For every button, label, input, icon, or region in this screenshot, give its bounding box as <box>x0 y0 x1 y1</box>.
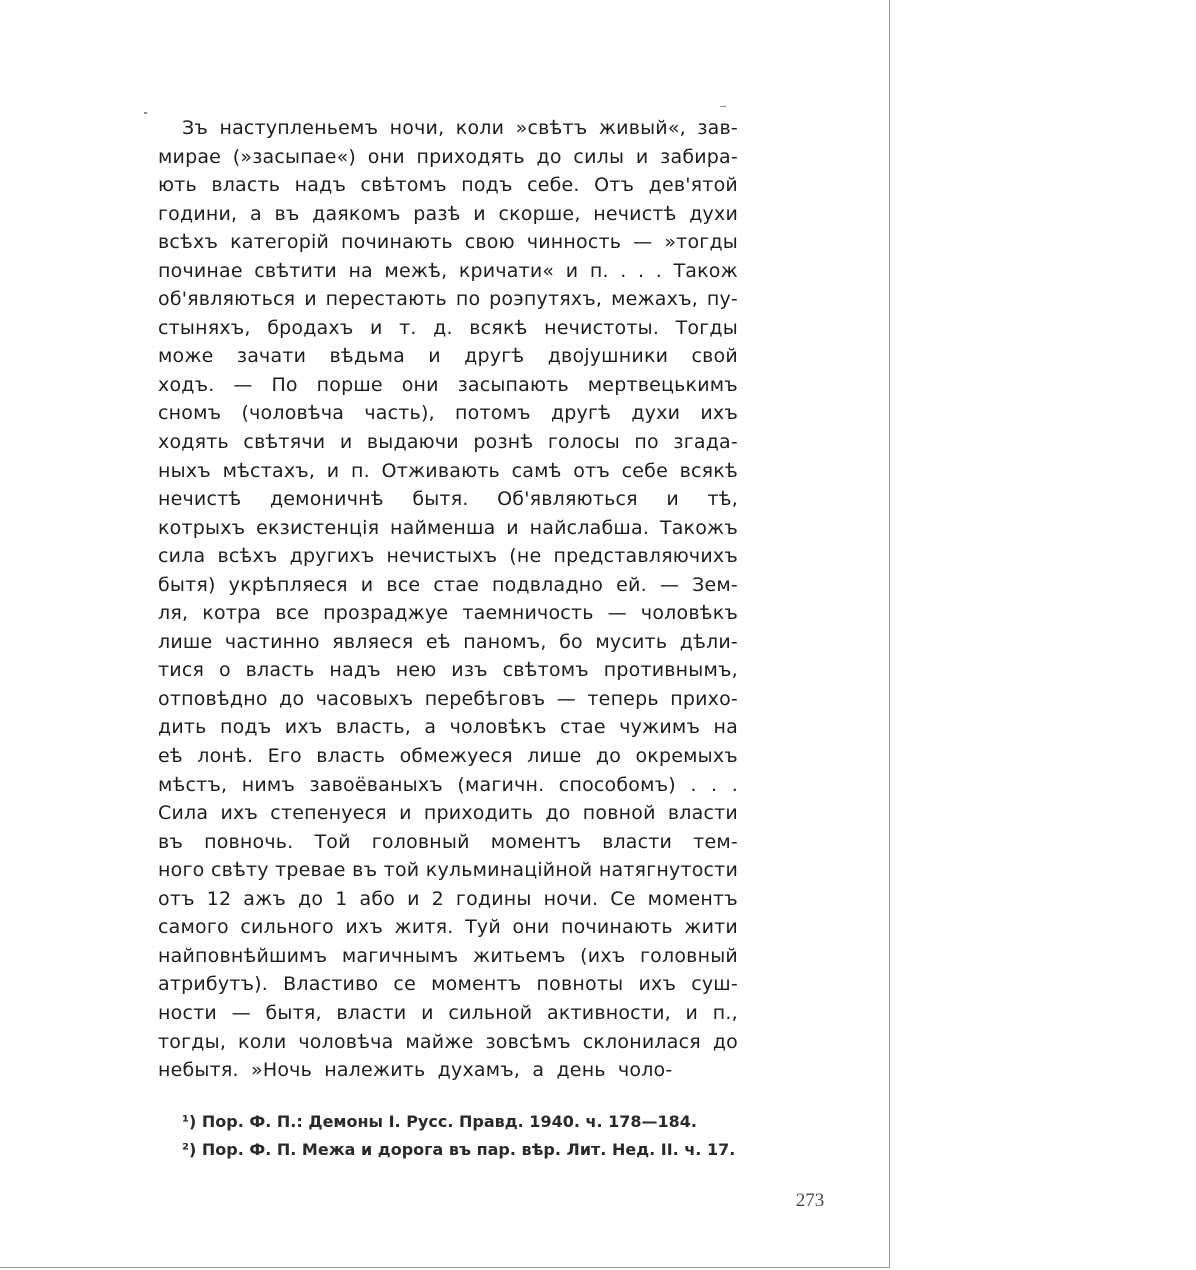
word: моментъ <box>647 887 738 910</box>
word: пу- <box>706 288 738 311</box>
text-line <box>158 742 738 771</box>
word: 12 <box>206 887 232 910</box>
word: атрибутъ). <box>158 973 269 996</box>
text-line <box>158 485 738 514</box>
word: нимъ <box>241 773 296 796</box>
text-line <box>158 970 738 999</box>
word: . <box>690 773 697 796</box>
word: категорій <box>230 231 330 254</box>
word: стае <box>560 716 606 739</box>
word: по <box>634 431 659 454</box>
word: засыпають <box>457 373 569 396</box>
word: — <box>231 1001 251 1024</box>
text-line <box>158 228 738 257</box>
word: Такожъ <box>659 516 738 539</box>
word: п., <box>712 1001 738 1024</box>
word: найслабша. <box>529 516 650 539</box>
word: голосы <box>547 431 620 454</box>
word: се <box>393 973 416 996</box>
text-line <box>158 1028 738 1057</box>
word: частинно <box>224 630 320 653</box>
word: окремыхъ <box>635 745 738 768</box>
word: ихъ <box>700 402 738 425</box>
word: тися <box>158 659 205 682</box>
word: мѣстахъ, <box>222 459 316 482</box>
word: они <box>401 373 439 396</box>
word: и <box>326 459 340 482</box>
word: зав- <box>697 117 738 139</box>
text-line <box>158 799 738 828</box>
word: повночь. <box>204 830 294 853</box>
word: лонѣ. <box>197 745 254 768</box>
word: ности <box>158 1001 217 1024</box>
word: ныхъ <box>158 459 211 482</box>
word: ажъ <box>243 887 287 910</box>
word: скорше, <box>498 202 581 225</box>
word: они <box>512 916 550 939</box>
word: часовыхъ <box>315 687 414 710</box>
word: мертвецькимъ <box>587 373 738 396</box>
word: духи <box>631 402 681 425</box>
word: Також <box>673 259 738 282</box>
word: на <box>348 259 373 282</box>
word: магичнымъ <box>341 944 459 967</box>
word: всѣхъ <box>217 545 278 568</box>
word: обмежуеся <box>399 745 513 768</box>
word: подъ <box>461 174 513 197</box>
text-line <box>158 399 738 428</box>
word: надъ <box>294 174 347 197</box>
word: кульминаційной <box>425 859 593 882</box>
word: рознѣ <box>473 431 534 454</box>
word: межѣ, <box>384 259 448 282</box>
word: живый«, <box>598 117 686 139</box>
text-line <box>158 999 738 1028</box>
text-line <box>158 143 738 172</box>
word: т. <box>399 316 417 339</box>
word: прозраджуе <box>323 602 449 625</box>
word: и <box>635 145 649 168</box>
word: стае <box>433 573 479 596</box>
word: екзистенція <box>256 516 380 539</box>
word: ного <box>158 859 205 882</box>
word: степенуеся <box>270 802 387 825</box>
word: въ <box>352 859 378 882</box>
text-line <box>158 913 738 942</box>
word: самого <box>158 916 229 939</box>
word: другихъ <box>289 545 375 568</box>
word: суш- <box>691 973 738 996</box>
word: . <box>711 773 718 796</box>
word: таемничость <box>462 602 594 625</box>
word: самѣ <box>511 459 562 482</box>
page-number: 273 <box>795 1190 825 1211</box>
footnote: ¹) Пор. Ф. П.: Демоны I. Русс. Правд. 1940. ч. 178—184. <box>182 1112 697 1131</box>
word: порше <box>316 373 383 396</box>
word: Отживають <box>381 459 500 482</box>
word: и <box>428 345 441 368</box>
word: бытя) <box>158 573 216 596</box>
word: часть), <box>364 402 435 425</box>
word: до <box>712 1030 738 1053</box>
word: потомъ <box>455 402 531 425</box>
word: подъ <box>219 716 272 739</box>
word: ють <box>158 174 197 197</box>
word: »свѣтъ <box>515 117 588 139</box>
word: (чоловѣча <box>241 402 345 425</box>
word: межахъ, <box>611 288 698 311</box>
word: . <box>637 259 645 282</box>
word: силы <box>573 145 625 168</box>
word: починають <box>560 916 673 939</box>
word: до <box>545 802 571 825</box>
word: отповѣдно <box>158 687 268 710</box>
text-line <box>158 571 738 600</box>
text-line <box>158 542 738 571</box>
word: повноты <box>536 973 624 996</box>
text-line <box>158 599 738 628</box>
word: свѣтячи <box>243 431 326 454</box>
word: власти <box>667 802 738 825</box>
word: наступленьемъ <box>219 117 379 139</box>
word: мирае <box>158 145 222 168</box>
word: и <box>506 516 519 539</box>
word: зовсѣмъ <box>485 1030 571 1053</box>
word: житя. <box>394 916 454 939</box>
word: свою <box>464 231 515 254</box>
word: являеся <box>332 630 414 653</box>
word: еѣ <box>158 745 183 768</box>
word: свѣту <box>210 859 269 882</box>
word: до <box>298 887 324 910</box>
word: п. <box>589 259 609 282</box>
text-line <box>158 656 738 685</box>
word: ходъ. <box>158 373 215 396</box>
scan-speck <box>144 112 147 114</box>
word: другѣ <box>464 345 525 368</box>
word: нею <box>395 659 437 682</box>
word: нечистыхъ <box>386 545 498 568</box>
word: и <box>473 202 486 225</box>
word: головный <box>371 830 470 853</box>
word: починае <box>158 259 243 282</box>
word: Зем- <box>692 573 738 596</box>
word: тогды, <box>158 1030 227 1053</box>
word: противнымъ, <box>603 659 738 682</box>
word: власть <box>245 659 315 682</box>
text-line <box>158 428 738 457</box>
word: Сила <box>158 802 209 825</box>
word: . <box>731 773 738 796</box>
text-line <box>158 713 738 742</box>
word: подвладно <box>491 573 604 596</box>
word: мусить <box>595 630 668 653</box>
word: прихо- <box>670 687 738 710</box>
text-line <box>158 685 738 714</box>
word: и <box>399 802 412 825</box>
word: тѣ, <box>707 488 738 511</box>
word: найповнѣйшимъ <box>158 944 328 967</box>
word: о <box>218 659 231 682</box>
text-line <box>158 457 738 486</box>
word: и <box>565 259 579 282</box>
word: все <box>275 602 310 625</box>
text-line <box>158 285 738 314</box>
word: до <box>536 145 562 168</box>
text-line <box>158 171 738 200</box>
word: нечистѣ <box>593 202 677 225</box>
word: об'являються <box>158 288 296 311</box>
word: приходить <box>423 802 534 825</box>
text-line <box>158 514 738 543</box>
word: перестають <box>325 288 447 311</box>
word: себе. <box>527 174 580 197</box>
word: и <box>421 1001 434 1024</box>
word: коли <box>238 1030 287 1053</box>
word: Той <box>314 830 351 853</box>
word: натягнутости <box>598 859 738 882</box>
word: майже <box>405 1030 474 1053</box>
word: чоловѣкъ <box>449 716 547 739</box>
word: теперь <box>587 687 659 710</box>
word: перебѣговъ <box>424 687 546 710</box>
word: и <box>370 316 383 339</box>
footnote: ²) Пор. Ф. П. Межа и дорога въ пар. вѣр. Лит. Нед. II. ч. 17. <box>182 1140 736 1159</box>
word: »тогды <box>664 231 738 254</box>
word: демоничнѣ <box>269 488 384 511</box>
word: чоловѣча <box>298 1030 394 1053</box>
word: всякѣ <box>469 316 528 339</box>
word: по <box>455 288 481 311</box>
word: коли <box>455 117 505 139</box>
word: той <box>383 859 420 882</box>
word: — <box>607 602 627 625</box>
word: разѣ <box>413 202 461 225</box>
word: изъ <box>451 659 488 682</box>
word: власть <box>211 174 281 197</box>
word: а <box>249 202 262 225</box>
word: отъ <box>158 887 195 910</box>
word: лише <box>527 745 582 768</box>
word: на <box>713 716 738 739</box>
word: 1 <box>335 887 348 910</box>
word: свѣтомъ <box>360 174 447 197</box>
word: (не <box>509 545 542 568</box>
word: ихъ <box>220 802 259 825</box>
text-line <box>158 257 738 286</box>
word: нечистоты. <box>544 316 660 339</box>
word: найменша <box>390 516 496 539</box>
text-line <box>158 114 738 143</box>
word: выдаючи <box>366 431 459 454</box>
word: даякомъ <box>312 202 401 225</box>
word: забира- <box>660 145 738 168</box>
text-line <box>158 885 738 914</box>
word: паномъ, <box>463 630 547 653</box>
text-line: небытя. »Ночь належить духамъ, а день чоло- <box>158 1059 673 1082</box>
word: дѣли- <box>679 630 738 653</box>
word: ля, <box>158 602 189 625</box>
word: и <box>360 573 374 596</box>
word: ихъ <box>638 973 677 996</box>
word: сильной <box>448 1001 533 1024</box>
word: въ <box>158 830 184 853</box>
word: себе <box>621 459 668 482</box>
text-line <box>158 628 738 657</box>
word: д. <box>433 316 453 339</box>
word: треваe <box>275 859 346 882</box>
body-text <box>158 114 738 1085</box>
word: котра <box>202 602 262 625</box>
word: Отъ <box>594 174 635 197</box>
word: годины <box>455 887 532 910</box>
word: ночи, <box>389 117 445 139</box>
word: головный <box>640 944 738 967</box>
word: власть, <box>335 716 411 739</box>
word: вѣдьма <box>329 345 405 368</box>
word: приходять <box>416 145 525 168</box>
word: духи <box>689 202 738 225</box>
word: до <box>595 745 622 768</box>
word: а <box>424 716 437 739</box>
word: бытя, <box>265 1001 322 1024</box>
word: и <box>685 1001 699 1024</box>
word: и <box>339 431 353 454</box>
word: ходять <box>158 431 229 454</box>
word: они <box>367 145 405 168</box>
word: По <box>271 373 298 396</box>
word: тем- <box>693 830 738 853</box>
word: кричати« <box>458 259 555 282</box>
word: ночи. <box>543 887 599 910</box>
word: укрѣпляеся <box>228 573 348 596</box>
word: дев'ятой <box>648 174 738 197</box>
word: бо <box>559 630 583 653</box>
word: Зъ <box>182 117 209 139</box>
word: може <box>158 345 214 368</box>
word: — <box>556 687 576 710</box>
word: Его <box>267 745 302 768</box>
word: — <box>659 573 680 596</box>
word: и <box>407 887 420 910</box>
word: власти <box>336 1001 407 1024</box>
word: моментъ <box>431 973 522 996</box>
word: 2 <box>431 887 444 910</box>
word: житьемъ <box>473 944 566 967</box>
word: до <box>279 687 305 710</box>
word: всякѣ <box>679 459 738 482</box>
word: активности, <box>546 1001 671 1024</box>
text-line <box>158 771 738 800</box>
word: жити <box>684 916 738 939</box>
text-line <box>158 200 738 229</box>
word: сномъ <box>158 402 222 425</box>
text-line <box>158 942 738 971</box>
word: лише <box>158 630 213 653</box>
word: бытя. <box>412 488 469 511</box>
word: роэпутяхъ, <box>489 288 603 311</box>
word: склонилася <box>582 1030 701 1053</box>
word: свѣтомъ <box>502 659 589 682</box>
word: въ <box>274 202 300 225</box>
word: надъ <box>329 659 381 682</box>
word: моментъ <box>490 830 582 853</box>
word: всѣхъ <box>158 231 219 254</box>
word: чоловѣкъ <box>640 602 738 625</box>
word: мѣстъ, <box>158 773 228 796</box>
word: Тогды <box>675 316 738 339</box>
word: сильного <box>240 916 334 939</box>
word: Се <box>610 887 636 910</box>
word: завоёваныхъ <box>309 773 443 796</box>
word: сила <box>158 545 206 568</box>
scan-speck <box>720 106 726 107</box>
word: стыняхъ, <box>158 316 251 339</box>
word: Об'являються <box>497 488 638 511</box>
word: дить <box>158 716 207 739</box>
word: — <box>633 231 653 254</box>
word: згада- <box>673 431 738 454</box>
word: Туй <box>465 916 501 939</box>
word: години, <box>158 202 238 225</box>
word: нечистѣ <box>158 488 242 511</box>
word: . <box>620 259 627 282</box>
word: починають <box>341 231 453 254</box>
word: другѣ <box>550 402 612 425</box>
word: зачати <box>236 345 307 368</box>
text-line <box>158 342 738 371</box>
word: все <box>386 573 421 596</box>
word: ихъ <box>284 716 323 739</box>
word: п. <box>351 459 370 482</box>
text-line <box>158 314 738 343</box>
word: и <box>304 288 317 311</box>
word: власть <box>316 745 386 768</box>
word: або <box>359 887 396 910</box>
word: (магичн. <box>457 773 545 796</box>
word: (»засыпае«) <box>232 145 357 168</box>
word: свой <box>691 345 738 368</box>
text-line <box>158 371 738 400</box>
word: чужимъ <box>619 716 701 739</box>
text-line <box>158 856 738 885</box>
text-line <box>158 828 738 857</box>
footnotes <box>182 1108 742 1164</box>
word: чинность <box>526 231 622 254</box>
word: (ихъ <box>580 944 626 967</box>
word: способомъ) <box>558 773 676 796</box>
word: власти <box>602 830 673 853</box>
word: повной <box>582 802 656 825</box>
word: ей. <box>616 573 647 596</box>
word: . <box>655 259 662 282</box>
word: свѣтити <box>254 259 337 282</box>
word: Властиво <box>283 973 379 996</box>
word: котрыхъ <box>158 516 246 539</box>
word: двоjушники <box>547 345 669 368</box>
word: отъ <box>573 459 610 482</box>
word: — <box>233 373 253 396</box>
word: ихъ <box>345 916 383 939</box>
word: представляючихъ <box>553 545 738 568</box>
word: бродахъ <box>267 316 354 339</box>
word: еѣ <box>425 630 451 653</box>
word: и <box>666 488 679 511</box>
